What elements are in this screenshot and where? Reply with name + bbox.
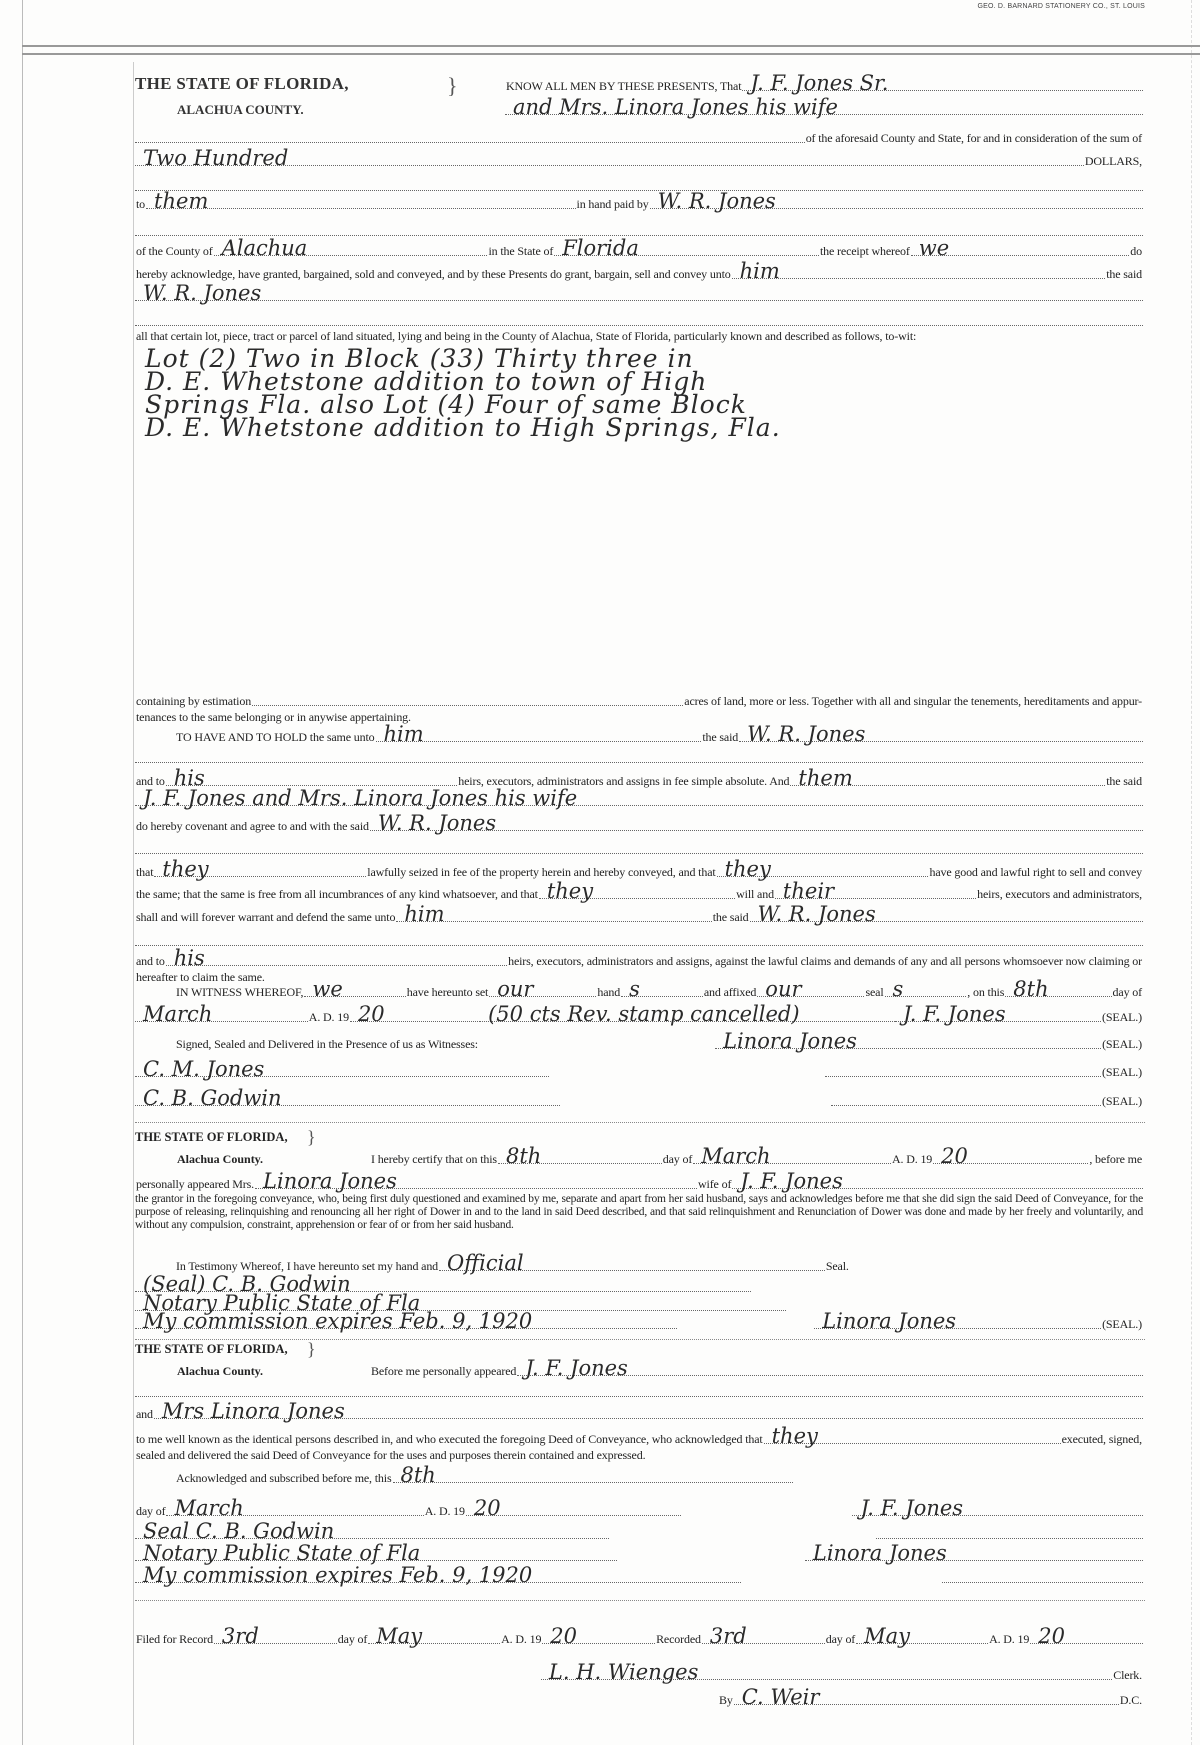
- form-line: [135, 1144, 1143, 1168]
- printed-text: heirs, executors, administrators and assigns, against the lawful claims and demands of any and all persons whomsoever now claiming or: [508, 954, 1142, 968]
- handwritten-entry: our: [757, 982, 864, 997]
- printed-paragraph: the grantor in the foregoing conveyance, who, being first duly questioned and examined by me, separate and apart from her said husband, says and acknowledges before me that she did sign the said Deed of Conveyance, for the purpose of releasing, relinquishing and renouncing all her right of Dower in and to the land in said Deed described, and that said relinquishment and Renunciation of Dower was done and made by her freely and voluntarily, and without any compulsion, constraint, apprehension or fear of or from her said husband.: [135, 1193, 1143, 1231]
- printed-text: D.C.: [1119, 1693, 1142, 1707]
- section-divider: [135, 1600, 1145, 1601]
- printed-text: A. D. 19: [989, 1632, 1030, 1646]
- form-line: [175, 1251, 1143, 1275]
- legal-description-line: Springs Fla. also Lot (4) Four of same Block: [145, 390, 747, 419]
- county-label: Alachua County.: [177, 1152, 264, 1166]
- printed-text: DOLLARS,: [1084, 154, 1142, 168]
- form-line: [135, 1444, 1143, 1462]
- form-line: [135, 1356, 1143, 1380]
- handwritten-entry: Two Hundred: [135, 151, 1084, 166]
- handwritten-entry: s: [885, 982, 967, 997]
- handwritten-entry: his: [166, 951, 507, 966]
- printed-text: day of: [1112, 985, 1142, 999]
- printed-text: hereby acknowledge, have granted, bargained, sold and conveyed, and by these Presents do grant, bargain, sell and convey unto: [136, 267, 731, 281]
- printed-text: lawfully seized in fee of the property herein and hereby conveyed, and that: [367, 865, 716, 879]
- printed-text: of the aforesaid County and State, for and in consideration of the sum of: [805, 131, 1142, 145]
- handwritten-entry: him: [376, 727, 702, 742]
- form-line: [135, 189, 1143, 213]
- form-line: [135, 1126, 1143, 1144]
- printed-text: seal: [865, 985, 884, 999]
- printed-text: shall and will forever warrant and defend the same unto: [136, 910, 396, 924]
- printed-text: Acknowledged and subscribed before me, this: [176, 1471, 392, 1485]
- form-line: [135, 1169, 1143, 1193]
- printed-text: and affixed: [703, 985, 757, 999]
- handwritten-entry: and Mrs. Linora Jones his wife: [505, 100, 1143, 115]
- handwritten-entry: My commission expires Feb. 9, 1920: [135, 1314, 677, 1329]
- printed-text: the said: [702, 730, 739, 744]
- form-heading: THE STATE OF FLORIDA, }: [135, 1342, 370, 1356]
- form-line: [135, 175, 1143, 193]
- handwritten-entry: s: [621, 982, 703, 997]
- form-line: [135, 281, 1143, 305]
- form-line: [175, 1463, 1143, 1487]
- printed-text: the said: [1106, 774, 1143, 788]
- printed-text: have good and lawful right to sell and convey: [929, 865, 1142, 879]
- printed-text: KNOW ALL MEN BY THESE PRESENTS, That: [506, 79, 742, 93]
- form-line: [135, 838, 1143, 856]
- printed-text: do: [1130, 244, 1142, 258]
- printed-text: and to: [136, 954, 165, 968]
- handwritten-entry: 8th: [498, 1149, 662, 1164]
- printed-text: the said: [712, 910, 749, 924]
- header-rule: [22, 53, 1200, 55]
- printed-text: have hereunto set: [406, 985, 489, 999]
- handwritten-entry: Linora Jones: [255, 1174, 697, 1189]
- printed-text: IN WITNESS WHEREOF,: [176, 985, 304, 999]
- form-line: [135, 1399, 1143, 1423]
- printed-text: the said: [1106, 267, 1142, 281]
- printed-text: Seal.: [825, 1259, 849, 1273]
- printed-text: day of: [136, 1504, 166, 1518]
- form-line: [135, 930, 1143, 948]
- handwritten-entry: 8th: [1005, 982, 1111, 997]
- form-line: [175, 977, 1143, 1001]
- form-heading: THE STATE OF FLORIDA, }: [135, 1130, 370, 1144]
- printed-text: heirs, executors and administrators,: [977, 887, 1143, 901]
- printed-text: sealed and delivered the said Deed of Conveyance for the uses and purposes therein contained and expressed.: [136, 1448, 646, 1462]
- blank-line: [831, 1105, 1102, 1106]
- handwritten-entry: J. F. Jones: [852, 1501, 1143, 1516]
- printed-text: , before me: [1089, 1152, 1143, 1166]
- form-line: [135, 706, 1143, 724]
- printed-text: in the State of: [488, 244, 554, 258]
- printed-text: the receipt whereof: [819, 244, 910, 258]
- handwritten-entry: Florida: [554, 241, 819, 256]
- form-line: [135, 1496, 1143, 1520]
- handwritten-entry: our: [489, 982, 596, 997]
- form-line: [135, 1381, 1143, 1399]
- form-line: [135, 259, 1143, 283]
- form-line: [145, 413, 1143, 442]
- printed-text: By: [718, 1693, 733, 1707]
- handwritten-entry: March: [693, 1149, 891, 1164]
- form-line: [135, 1086, 1143, 1110]
- handwritten-entry: W. R. Jones: [135, 286, 1143, 301]
- printed-text: A. D. 19: [892, 1152, 933, 1166]
- printed-text: will and: [736, 887, 774, 901]
- printed-text: day of: [662, 1152, 693, 1166]
- printed-text: Clerk.: [1113, 1668, 1143, 1682]
- form-line: [135, 1685, 1143, 1709]
- handwritten-entry: they: [539, 884, 735, 899]
- blank-line: [876, 1538, 1143, 1539]
- handwritten-entry: 20: [933, 1149, 1088, 1164]
- printed-text: (SEAL.): [1102, 1065, 1142, 1079]
- handwritten-entry: J. F. Jones Sr.: [742, 76, 1143, 91]
- form-line: [135, 1660, 1143, 1684]
- printed-text: acres of land, more or less. Together with all and singular the tenements, hereditaments and appur-: [684, 694, 1142, 708]
- printed-text: personally appeared Mrs.: [136, 1177, 255, 1191]
- form-heading: THE STATE OF FLORIDA, }: [135, 75, 505, 93]
- handwritten-entry: them: [146, 194, 575, 209]
- printed-text: all that certain lot, piece, tract or parcel of land situated, lying and being in the County of Alachua, State of Florida, particularly known and described as follows, to-wit:: [136, 329, 917, 343]
- blank-line: [825, 1076, 1101, 1077]
- handwritten-entry: 20: [350, 1007, 480, 1022]
- printed-text: A. D. 19: [308, 1010, 349, 1024]
- handwritten-entry: C. B. Godwin: [135, 1091, 560, 1106]
- blank-line: [135, 853, 1143, 854]
- blank-line: [135, 142, 805, 143]
- handwritten-entry: Seal C. B. Godwin: [135, 1524, 609, 1539]
- printed-text: A. D. 19: [501, 1632, 542, 1646]
- form-line: [135, 236, 1143, 260]
- handwritten-entry: 20: [542, 1629, 655, 1644]
- printed-text: day of: [337, 1632, 368, 1646]
- legal-description-line: D. E. Whetstone addition to town of High: [145, 367, 708, 396]
- handwritten-entry: them: [790, 771, 1105, 786]
- form-line: [135, 902, 1143, 926]
- form-line: [135, 811, 1143, 835]
- printed-text: (SEAL.): [1102, 1010, 1142, 1024]
- form-line: [135, 1541, 1143, 1565]
- handwritten-entry: Linora Jones: [715, 1034, 1101, 1049]
- handwritten-entry: C. M. Jones: [135, 1062, 549, 1077]
- handwritten-entry: Linora Jones: [805, 1546, 1143, 1561]
- printed-text: day of: [825, 1632, 856, 1646]
- blank-line: [135, 945, 1143, 946]
- handwritten-entry: W. R. Jones: [650, 194, 1143, 209]
- form-line: [135, 1563, 1143, 1587]
- handwritten-entry: 3rd: [214, 1629, 337, 1644]
- form-line: [135, 747, 1143, 765]
- handwritten-entry: Notary Public State of Fla: [135, 1296, 786, 1311]
- form-line: [135, 879, 1143, 903]
- form-line: [135, 1002, 1143, 1026]
- handwritten-entry: March: [166, 1501, 423, 1516]
- form-line: [135, 146, 1143, 170]
- handwritten-entry: W. R. Jones: [750, 907, 1143, 922]
- printed-text: containing by estimation: [136, 694, 252, 708]
- printed-text: (SEAL.): [1102, 1094, 1142, 1108]
- printed-text: wife of: [698, 1177, 732, 1191]
- form-line: [135, 95, 1143, 119]
- printed-text: and: [136, 1407, 153, 1421]
- handwritten-entry: L. H. Wienges: [541, 1665, 1112, 1680]
- handwritten-entry: W. R. Jones: [370, 816, 1143, 831]
- handwritten-entry: May: [368, 1629, 500, 1644]
- handwritten-entry: him: [396, 907, 711, 922]
- printed-text: TO HAVE AND TO HOLD the same unto: [176, 730, 375, 744]
- blank-line: [942, 1582, 1143, 1583]
- handwritten-entry: Notary Public State of Fla: [135, 1546, 617, 1561]
- handwritten-entry: C. Weir: [734, 1690, 1119, 1705]
- form-line: [135, 786, 1143, 810]
- handwritten-entry: they: [154, 862, 366, 877]
- form-line: [175, 722, 1143, 746]
- form-line: [135, 71, 1143, 95]
- printed-text: to me well known as the identical persons described in, and who executed the foregoing Deed of Conveyance, who acknowledged that: [136, 1432, 763, 1446]
- form-border: [133, 62, 134, 1745]
- handwritten-entry: 20: [1030, 1629, 1143, 1644]
- printed-text: A. D. 19: [424, 1504, 465, 1518]
- form-line: [135, 1519, 1143, 1543]
- handwritten-entry: J. F. Jones: [732, 1174, 1143, 1189]
- handwritten-entry: (Seal) C. B. Godwin: [135, 1277, 751, 1292]
- printed-text: heirs, executors, administrators and assigns in fee simple absolute. And: [458, 774, 790, 788]
- blank-line: [135, 762, 1143, 763]
- printed-text: Signed, Sealed and Delivered in the Presence of us as Witnesses:: [176, 1037, 478, 1051]
- handwritten-entry: J. F. Jones and Mrs. Linora Jones his wife: [135, 791, 1143, 806]
- form-line: [135, 1309, 1143, 1333]
- handwritten-entry: March: [135, 1007, 308, 1022]
- page-edge: [22, 0, 23, 1745]
- printed-text: and to: [136, 774, 165, 788]
- county-label: Alachua County.: [177, 1364, 264, 1378]
- handwritten-entry: My commission expires Feb. 9, 1920: [135, 1568, 741, 1583]
- printed-text: (SEAL.): [1102, 1317, 1143, 1331]
- handwritten-entry: they: [717, 862, 929, 877]
- form-line: [135, 857, 1143, 881]
- handwritten-entry: (50 cts Rev. stamp cancelled): [480, 1007, 895, 1022]
- printed-text: of the County of: [136, 244, 213, 258]
- form-line: [135, 127, 1143, 145]
- handwritten-entry: their: [775, 884, 976, 899]
- printed-text: executed, signed,: [1061, 1432, 1142, 1446]
- handwritten-entry: May: [856, 1629, 988, 1644]
- section-divider: [135, 1122, 1145, 1123]
- printed-text: (SEAL.): [1102, 1037, 1143, 1051]
- blank-line: [135, 1396, 1143, 1397]
- handwritten-entry: Mrs Linora Jones: [154, 1404, 1143, 1419]
- form-line: [175, 1029, 1143, 1053]
- printed-text: do hereby covenant and agree to and with the said: [136, 819, 369, 833]
- form-line: [135, 1624, 1143, 1648]
- handwritten-entry: we: [304, 982, 405, 997]
- blank-line: [135, 190, 1143, 191]
- form-line: [135, 1193, 1143, 1232]
- printed-text: In Testimony Whereof, I have hereunto set my hand and: [176, 1259, 439, 1273]
- form-line: [135, 325, 1143, 343]
- handwritten-entry: 3rd: [702, 1629, 825, 1644]
- printed-text: hand: [597, 985, 621, 999]
- printed-text: , on this: [967, 985, 1005, 999]
- printed-text: the same; that the same is free from all incumbrances of any kind whatsoever, and that: [136, 887, 538, 901]
- form-line: [135, 1338, 1143, 1356]
- printed-text: I hereby certify that on this: [371, 1152, 497, 1166]
- stationer-imprint: GEO. D. BARNARD STATIONERY CO., ST. LOUIS: [977, 3, 1145, 10]
- handwritten-entry: 8th: [393, 1468, 794, 1483]
- printed-text: Recorded: [656, 1632, 701, 1646]
- form-line: [135, 1057, 1143, 1081]
- handwritten-entry: 20: [466, 1501, 681, 1516]
- printed-text: tenances to the same belonging or in anywise appertaining.: [136, 710, 411, 724]
- printed-text: in hand paid by: [576, 197, 649, 211]
- header-rule: [22, 45, 1200, 47]
- printed-text: Before me personally appeared: [371, 1364, 517, 1378]
- legal-description-line: D. E. Whetstone addition to High Springs, Fla.: [145, 413, 781, 442]
- handwritten-entry: Alachua: [214, 241, 488, 256]
- handwritten-entry: Official: [439, 1256, 825, 1271]
- handwritten-entry: Linora Jones: [814, 1314, 1101, 1329]
- county-label: ALACHUA COUNTY.: [177, 102, 304, 117]
- printed-text: that: [136, 865, 154, 879]
- printed-text: Filed for Record: [136, 1632, 213, 1646]
- handwritten-entry: J. F. Jones: [517, 1361, 1143, 1376]
- printed-text: hereafter to claim the same.: [136, 970, 265, 984]
- handwritten-entry: they: [764, 1429, 1061, 1444]
- printed-text: to: [136, 197, 146, 211]
- handwritten-entry: we: [911, 241, 1130, 256]
- handwritten-entry: J. F. Jones: [895, 1007, 1101, 1022]
- handwritten-entry: his: [166, 771, 458, 786]
- handwritten-entry: him: [732, 264, 1106, 279]
- page-edge: [1191, 0, 1192, 1745]
- legal-description-line: Lot (2) Two in Block (33) Thirty three in: [145, 344, 694, 373]
- handwritten-entry: W. R. Jones: [739, 727, 1143, 742]
